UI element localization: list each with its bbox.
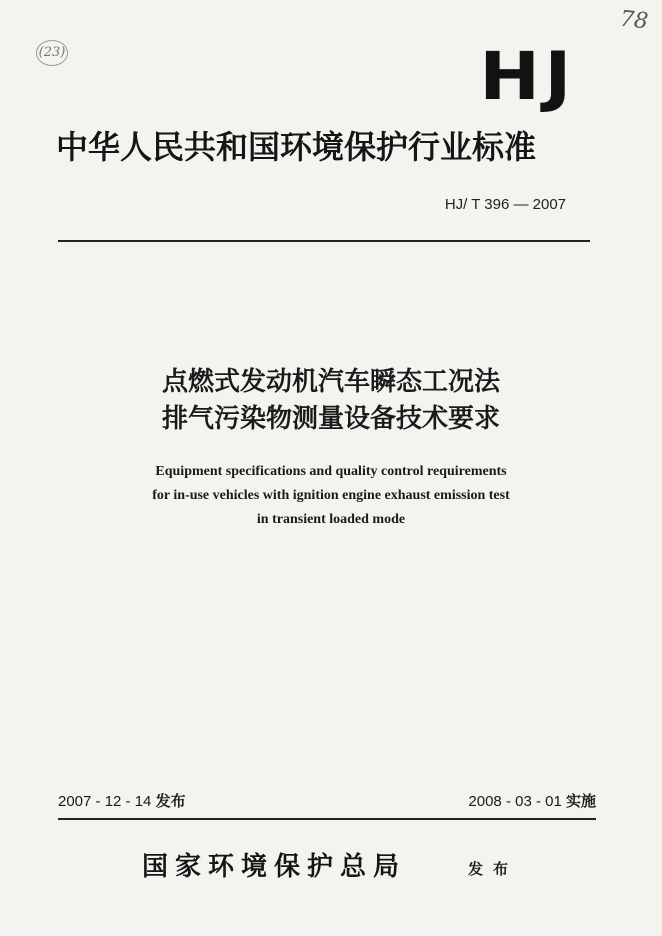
chinese-title <box>0 364 662 438</box>
effective-date-group <box>468 790 596 811</box>
effective-label: 实施 <box>565 793 596 810</box>
issue-date: 2007 - 12 - 14 <box>58 793 152 810</box>
date-row <box>58 790 596 811</box>
chinese-title-line-2: 排气污染物测量设备技术要求 <box>161 404 500 434</box>
english-title-line-1: Equipment specifications and quality control requirements <box>155 464 507 479</box>
issue-label: 发布 <box>155 793 186 810</box>
hj-logo: HJ <box>479 38 576 115</box>
standard-category-title: 中华人民共和国环境保护行业标准 <box>56 128 537 166</box>
bottom-divider <box>58 818 596 820</box>
effective-date: 2008 - 03 - 01 <box>468 793 562 810</box>
chinese-title-line-1: 点燃式发动机汽车瞬态工况法 <box>161 367 500 397</box>
top-divider <box>58 240 590 242</box>
english-title <box>0 460 662 532</box>
publish-label: 发布 <box>468 860 519 878</box>
handwritten-margin-note: (23) <box>36 40 68 66</box>
publisher-name: 国家环境保护总局 <box>142 852 407 882</box>
handwritten-page-note: 78 <box>618 6 650 35</box>
english-title-line-3: in transient loaded mode <box>256 512 406 527</box>
issue-date-group <box>58 790 186 811</box>
standard-number: HJ/ T 396 — 2007 <box>444 196 566 213</box>
english-title-line-2: for in-use vehicles with ignition engine exhaust emission test <box>152 488 510 503</box>
